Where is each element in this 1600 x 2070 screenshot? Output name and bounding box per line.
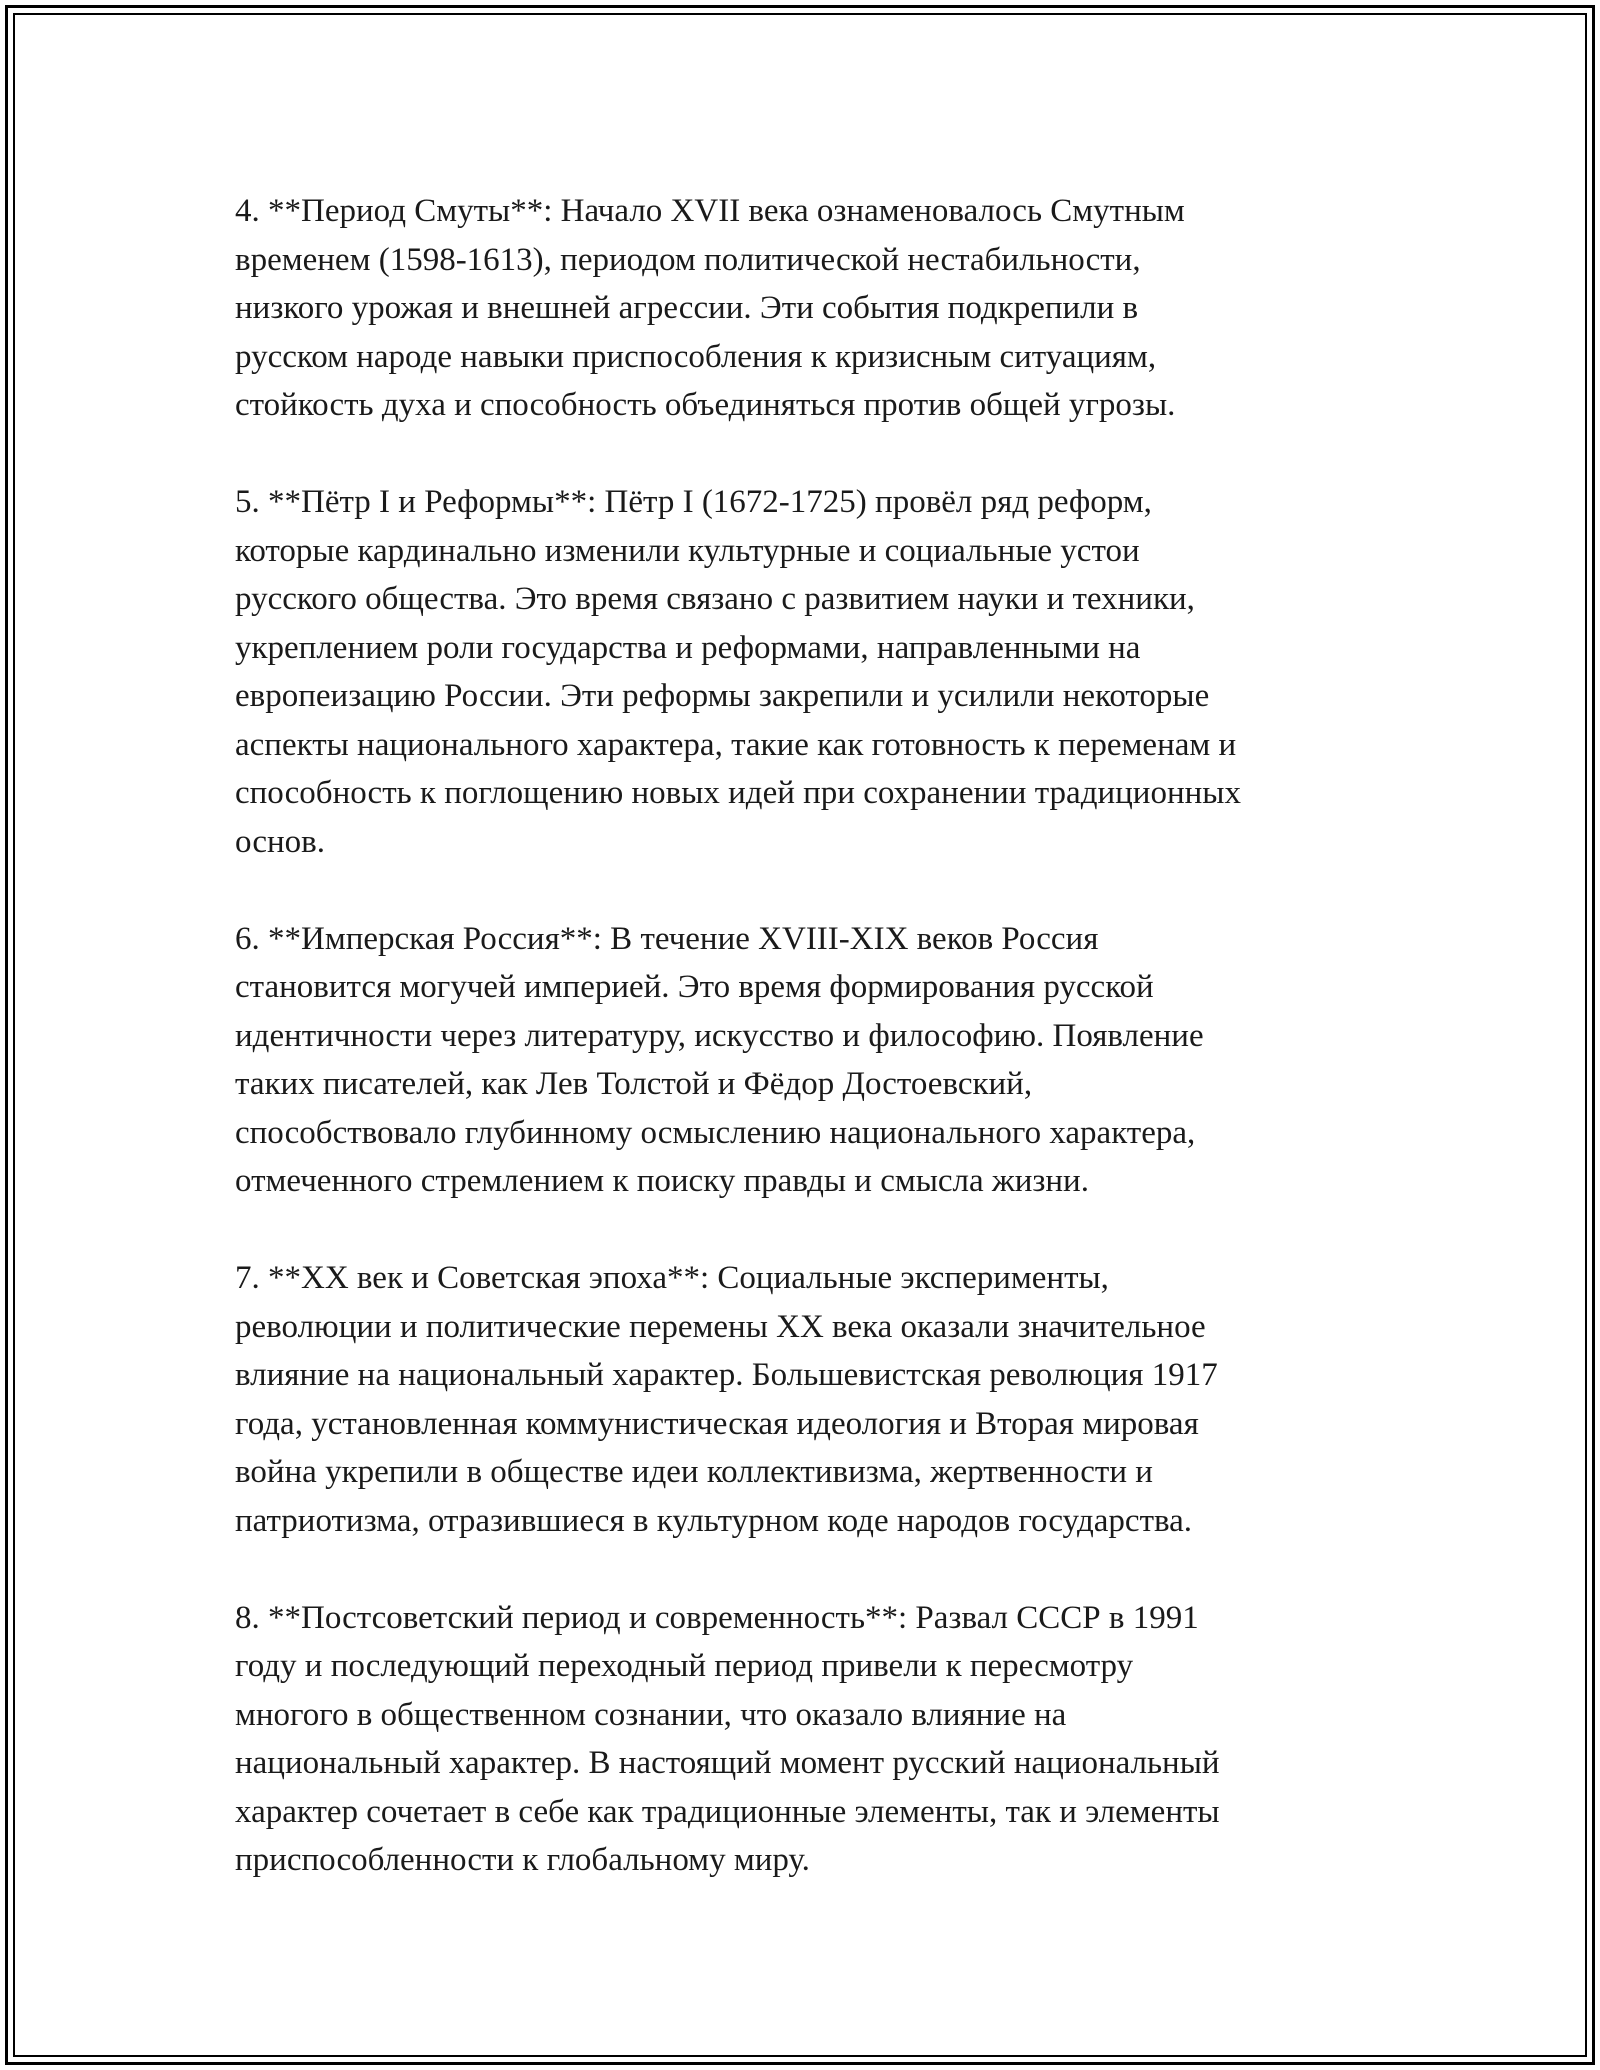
document-body: [235, 187, 1385, 1885]
paragraph-period-of-troubles: 4. **Период Смуты**: Начало XVII века ознаменовалось Смутным временем (1598-1613), периодом политической нестабильности, низкого урожая и внешней агрессии. Эти события подкрепили в русском народе навыки приспособления к кризисным ситуациям, стойкость духа и способность объединяться против общей угрозы.: [235, 193, 1185, 423]
paragraph-peter-reforms: 5. **Пётр I и Реформы**: Пётр I (1672-1725) провёл ряд реформ, которые кардинально изменили культурные и социальные устои русского общества. Это время связано с развитием науки и техники, укреплением роли государства и реформами, направленными на европеизацию России. Эти реформы закрепили и усилили некоторые аспекты национального характера, такие как готовность к переменам и способность к поглощению новых идей при сохранении традиционных основ.: [235, 484, 1241, 860]
paragraph-imperial-russia: 6. **Имперская Россия**: В течение XVIII-XIX веков Россия становится могучей империей. Это время формирования русской идентичности через литературу, искусство и философию. Появление таких писателей, как Лев Толстой и Фёдор Достоевский, способствовало глубинному осмыслению национального характера, отмеченного стремлением к поиску правды и смысла жизни.: [235, 920, 1204, 1199]
paragraph-soviet-era: 7. **XX век и Советская эпоха**: Социальные эксперименты, революции и политические перемены XX века оказали значительное влияние на национальный характер. Большевистская революция 1917 года, установленная коммунистическая идеология и Вторая мировая война укрепили в обществе идеи коллективизма, жертвенности и патриотизма, отразившиеся в культурном коде народов государства.: [235, 1260, 1218, 1539]
paragraph-post-soviet: 8. **Постсоветский период и современность**: Развал СССР в 1991 году и последующий переходный период привели к пересмотру многого в общественном сознании, что оказало влияние на национальный характер. В настоящий момент русский национальный характер сочетает в себе как традиционные элементы, так и элементы приспособленности к глобальному миру.: [235, 1599, 1220, 1878]
